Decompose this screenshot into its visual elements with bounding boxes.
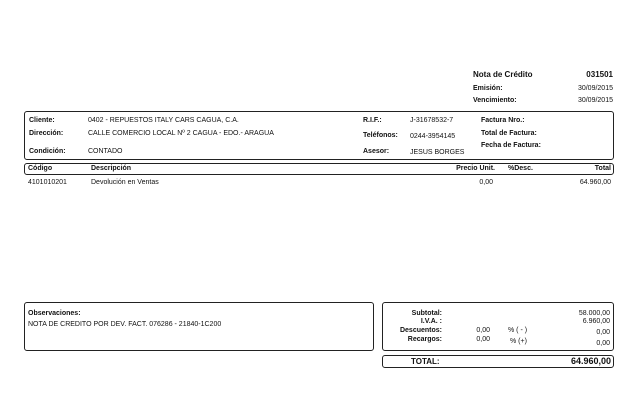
iva-label: I.V.A. : [420,318,442,325]
observations-label: Observaciones: [28,310,81,317]
iva-value: 6.960,00 [582,318,610,325]
total-label: TOTAL: [411,357,440,366]
cliente-value: 0402 - REPUESTOS ITALY CARS CAGUA, C.A. [88,117,239,124]
direccion-value: CALLE COMERCIO LOCAL Nº 2 CAGUA - EDO.- ARAGUA [88,130,274,137]
total-factura-label: Total de Factura: [481,130,537,137]
asesor-value: JESUS BORGES [410,149,465,156]
recargos-value: 0,00 [596,340,610,347]
recargos-pct: 0,00 [476,336,490,343]
emission-value: 30/09/2015 [577,85,613,92]
condicion-value: CONTADO [88,148,123,155]
telefonos-label: Teléfonos: [363,132,398,139]
col-header-total: Total [594,165,611,172]
recargos-label: Recargos: [407,336,442,343]
col-header-desc-pct: %Desc. [508,165,533,172]
row-codigo: 4101010201 [28,179,67,186]
due-label: Vencimiento: [473,97,517,104]
row-total: 64.960,00 [579,179,611,186]
col-header-precio-unit: Precio Unit. [456,165,495,172]
descuentos-value: 0,00 [596,329,610,336]
asesor-label: Asesor: [363,148,390,155]
cliente-label: Cliente: [29,117,55,124]
rif-value: J-31678532-7 [410,117,454,124]
col-header-codigo: Código [28,165,53,172]
row-descripcion: Devolución en Ventas [91,179,159,186]
row-precio-unit: 0,00 [479,179,493,186]
col-header-descripcion: Descripción [91,165,132,172]
due-value: 30/09/2015 [577,97,613,104]
recargos-sign: % (+) [510,338,527,345]
observations-text: NOTA DE CREDITO POR DEV. FACT. 076286 - 21840-1C200 [28,321,222,328]
fecha-factura-label: Fecha de Factura: [481,142,541,149]
descuentos-pct: 0,00 [476,327,490,334]
descuentos-label: Descuentos: [399,327,442,334]
rif-label: R.I.F.: [363,117,382,124]
doc-number: 031501 [586,70,613,79]
condicion-label: Condición: [29,148,66,155]
total-value: 64.960,00 [570,356,611,366]
emission-label: Emisión: [473,85,503,92]
subtotal-label: Subtotal: [411,310,442,317]
subtotal-value: 58.000,00 [578,310,610,317]
doc-type-label: Nota de Crédito [473,70,533,79]
factura-nro-label: Factura Nro.: [481,117,525,124]
descuentos-sign: % ( - ) [508,327,528,334]
telefonos-value: 0244-3954145 [410,133,456,140]
direccion-label: Dirección: [29,130,64,137]
